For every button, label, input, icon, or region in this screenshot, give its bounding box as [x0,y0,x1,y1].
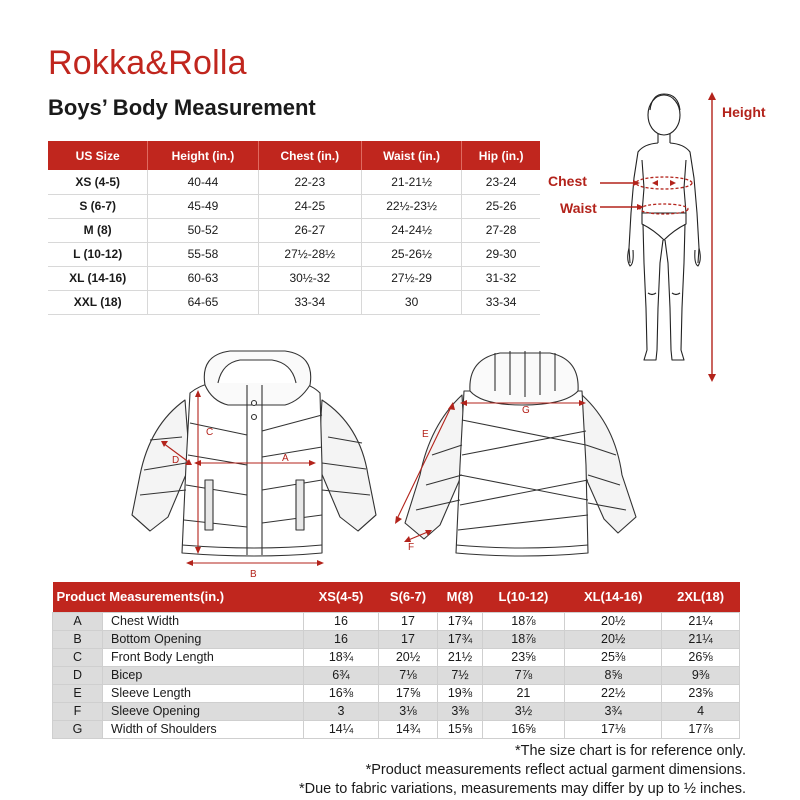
value-cell: 25-26½ [361,242,461,266]
value-cell: 17⅞ [662,720,740,738]
value-cell: 24-25 [258,194,361,218]
value-cell: 24-24½ [361,218,461,242]
column-header: M(8) [438,582,482,612]
value-cell: 16 [304,630,378,648]
column-header: 2XL(18) [662,582,740,612]
column-header: Hip (in.) [462,141,540,170]
footnote: *Due to fabric variations, measurements may differ by up to ½ inches. [298,781,746,797]
label-d: D [172,455,180,466]
value-cell: 60-63 [148,266,258,290]
body-measurement-table [48,141,540,315]
table-header-row [48,141,540,170]
height-label: Height [722,104,766,120]
row-letter: B [53,630,103,648]
row-letter: C [53,648,103,666]
value-cell: 15⅝ [438,720,482,738]
label-e: E [422,429,429,440]
label-a: A [282,453,289,464]
value-cell: 25⅜ [565,648,662,666]
column-header: L(10-12) [482,582,565,612]
value-cell: 45-49 [148,194,258,218]
size-cell: S (6-7) [48,194,148,218]
value-cell: 3½ [482,702,565,720]
value-cell: 33-34 [258,290,361,314]
measurement-name: Bottom Opening [103,630,304,648]
table-row [48,242,540,266]
table-row [48,194,540,218]
value-cell: 26-27 [258,218,361,242]
value-cell: 18¾ [304,648,378,666]
column-header: Height (in.) [148,141,258,170]
value-cell: 29-30 [462,242,540,266]
value-cell: 30½-32 [258,266,361,290]
table-row [48,170,540,194]
value-cell: 3¾ [565,702,662,720]
table-row [53,666,740,684]
jacket-front-drawing [132,351,376,556]
row-letter: F [53,702,103,720]
value-cell: 19⅜ [438,684,482,702]
value-cell: 16⅝ [482,720,565,738]
size-cell: XL (14-16) [48,266,148,290]
value-cell: 16⅜ [304,684,378,702]
value-cell: 17 [378,630,438,648]
value-cell: 33-34 [462,290,540,314]
row-letter: D [53,666,103,684]
page-title: Boys’ Body Measurement [48,95,316,120]
value-cell: 64-65 [148,290,258,314]
value-cell: 4 [662,702,740,720]
value-cell: 31-32 [462,266,540,290]
table-row [48,266,540,290]
value-cell: 26⅝ [662,648,740,666]
value-cell: 14¾ [378,720,438,738]
product-measurement-table [52,582,740,739]
measurement-name: Front Body Length [103,648,304,666]
value-cell: 9⅜ [662,666,740,684]
value-cell: 21½ [438,648,482,666]
waist-label: Waist [560,200,597,216]
value-cell: 17 [378,612,438,630]
measurement-name: Chest Width [103,612,304,630]
table-row [53,684,740,702]
size-cell: XXL (18) [48,290,148,314]
value-cell: 7⅛ [378,666,438,684]
value-cell: 20½ [565,612,662,630]
value-cell: 8⅝ [565,666,662,684]
value-cell: 27½-28½ [258,242,361,266]
jacket-back-drawing [405,351,636,556]
value-cell: 22½-23½ [361,194,461,218]
value-cell: 27½-29 [361,266,461,290]
table-row [53,630,740,648]
value-cell: 23⅝ [662,684,740,702]
size-cell: M (8) [48,218,148,242]
column-header: S(6-7) [378,582,438,612]
column-header: Chest (in.) [258,141,361,170]
table-row [53,612,740,630]
column-header: US Size [48,141,148,170]
table-row [53,720,740,738]
value-cell: 21¼ [662,630,740,648]
label-c: C [206,427,214,438]
value-cell: 16 [304,612,378,630]
value-cell: 22½ [565,684,662,702]
row-letter: A [53,612,103,630]
column-header: XS(4-5) [304,582,378,612]
value-cell: 3⅜ [438,702,482,720]
chest-label: Chest [548,173,587,189]
footnote: *The size chart is for reference only. [514,743,746,759]
size-cell: XS (4-5) [48,170,148,194]
table-header-row [53,582,740,612]
value-cell: 23⅝ [482,648,565,666]
value-cell: 7⅞ [482,666,565,684]
table-row [53,648,740,666]
value-cell: 25-26 [462,194,540,218]
label-b: B [250,569,257,580]
value-cell: 17¾ [438,612,482,630]
value-cell: 21 [482,684,565,702]
jacket-diagrams [0,345,800,585]
value-cell: 21-21½ [361,170,461,194]
footnote: *Product measurements reflect actual garment dimensions. [365,762,746,778]
footnotes [299,742,746,799]
measurement-name: Bicep [103,666,304,684]
table-row [48,218,540,242]
value-cell: 55-58 [148,242,258,266]
value-cell: 40-44 [148,170,258,194]
measurement-name: Sleeve Length [103,684,304,702]
value-cell: 14¼ [304,720,378,738]
value-cell: 20½ [378,648,438,666]
value-cell: 3⅛ [378,702,438,720]
brand-logo-text: Rokka&Rolla [48,44,247,82]
value-cell: 50-52 [148,218,258,242]
value-cell: 3 [304,702,378,720]
column-header: XL(14-16) [565,582,662,612]
value-cell: 23-24 [462,170,540,194]
column-header: Product Measurements(in.) [53,582,304,612]
table-row [53,702,740,720]
row-letter: E [53,684,103,702]
label-g: G [522,405,530,416]
value-cell: 20½ [565,630,662,648]
column-header: Waist (in.) [361,141,461,170]
measurement-name: Sleeve Opening [103,702,304,720]
row-letter: G [53,720,103,738]
label-f: F [408,542,415,553]
value-cell: 30 [361,290,461,314]
size-cell: L (10-12) [48,242,148,266]
measurement-name: Width of Shoulders [103,720,304,738]
value-cell: 27-28 [462,218,540,242]
value-cell: 17⅛ [565,720,662,738]
value-cell: 18⅞ [482,630,565,648]
value-cell: 6¾ [304,666,378,684]
value-cell: 7½ [438,666,482,684]
child-body-figure [600,88,800,388]
value-cell: 18⅞ [482,612,565,630]
value-cell: 17¾ [438,630,482,648]
value-cell: 17⅝ [378,684,438,702]
value-cell: 22-23 [258,170,361,194]
value-cell: 21¼ [662,612,740,630]
table-row [48,290,540,314]
